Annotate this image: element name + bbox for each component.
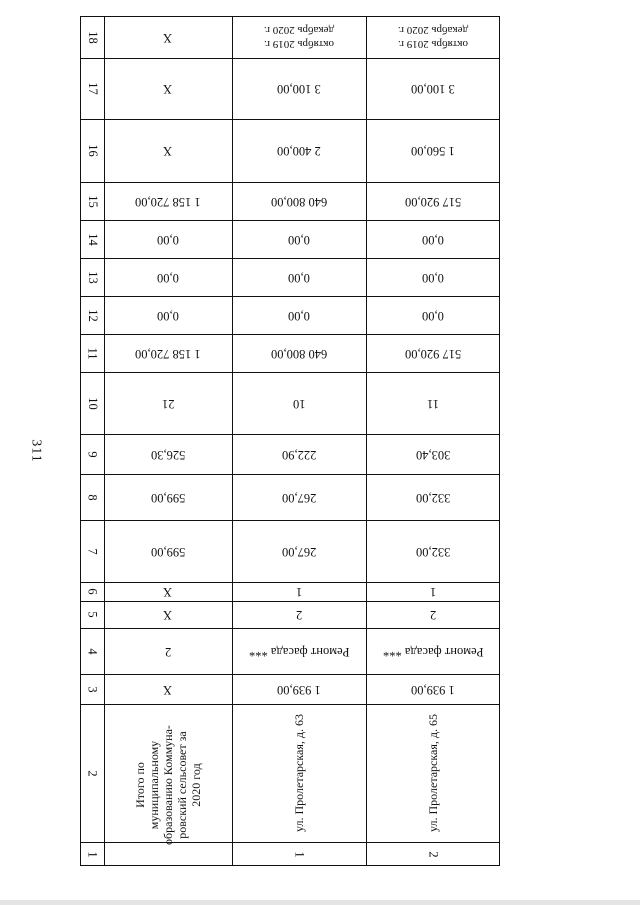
row2-value: 0,00 bbox=[422, 232, 444, 247]
page-number: 311 bbox=[28, 439, 44, 463]
data-table bbox=[80, 16, 500, 866]
row2-value: 2 bbox=[429, 608, 437, 622]
header-number: 16 bbox=[85, 144, 100, 157]
header-number: 8 bbox=[85, 493, 100, 501]
row2-area: 303,40 bbox=[415, 447, 451, 462]
total-value: 0,00 bbox=[157, 308, 179, 323]
total-cost-limit: X bbox=[163, 82, 173, 96]
row1-value: 0,00 bbox=[288, 270, 310, 285]
total-sum: 1 158 720,00 bbox=[135, 194, 201, 209]
row1-sum: 640 800,00 bbox=[270, 194, 328, 209]
header-number: 6 bbox=[85, 588, 100, 595]
header-number: 11 bbox=[85, 346, 100, 360]
row1-area: 267,00 bbox=[281, 544, 317, 559]
row2-address: ул. Пролетарская, д. 65 bbox=[426, 714, 440, 832]
header-number: 4 bbox=[85, 647, 100, 655]
total-value: X bbox=[163, 585, 173, 599]
row1-value: 2 bbox=[295, 608, 303, 622]
total-value: 0,00 bbox=[157, 232, 179, 247]
row2-deadline: октябрь 2019 г. декабрь 2020 г. bbox=[397, 24, 469, 50]
row1-residents: 10 bbox=[292, 396, 306, 411]
row1-year: 1 939,00 bbox=[277, 682, 321, 697]
row2-area: 332,00 bbox=[415, 544, 451, 559]
row1-value: 640 800,00 bbox=[270, 346, 328, 361]
total-area: 526,30 bbox=[150, 447, 186, 462]
row1-value: 0,00 bbox=[288, 232, 310, 247]
row1-cost-limit: 3 100,00 bbox=[277, 82, 321, 96]
total-label: Итого по муниципальному образованию Коммуна-ровский сельсовет за 2020 год bbox=[133, 725, 203, 845]
row1-area: 267,00 bbox=[281, 490, 317, 505]
row2-unit-cost: 1 560,00 bbox=[411, 144, 455, 158]
total-value: 0,00 bbox=[157, 270, 179, 285]
row1-deadline: октябрь 2019 г. декабрь 2020 г. bbox=[263, 24, 335, 50]
total-area: 599,00 bbox=[150, 544, 186, 559]
total-value: 1 158 720,00 bbox=[135, 346, 201, 361]
header-number: 7 bbox=[85, 547, 100, 555]
header-number: 14 bbox=[85, 232, 100, 246]
header-number: 13 bbox=[85, 270, 100, 284]
row1-area: 222,90 bbox=[281, 447, 317, 462]
row2-year: 1 939,00 bbox=[411, 682, 455, 697]
header-number: 10 bbox=[85, 396, 100, 410]
header-number: 2 bbox=[85, 769, 100, 777]
scan-edge bbox=[0, 900, 640, 905]
total-unit-cost: X bbox=[163, 144, 173, 158]
header-number: 1 bbox=[85, 850, 100, 858]
row2-value: 0,00 bbox=[422, 270, 444, 285]
total-area: 599,00 bbox=[150, 490, 186, 505]
row2-value: 1 bbox=[429, 585, 437, 599]
row1-value: 1 bbox=[295, 585, 303, 599]
row2-value: 0,00 bbox=[422, 308, 444, 323]
row2-cost-limit: 3 100,00 bbox=[411, 82, 455, 96]
total-residents: 21 bbox=[161, 396, 175, 411]
row1-address: ул. Пролетарская, д. 63 bbox=[292, 714, 306, 832]
row1-value: 0,00 bbox=[288, 308, 310, 323]
row1-number: 1 bbox=[292, 850, 307, 858]
header-number: 18 bbox=[85, 30, 100, 44]
row1-work-type: Ремонт фасада *** bbox=[248, 644, 350, 659]
total-value: X bbox=[163, 682, 173, 697]
row2-residents: 11 bbox=[426, 396, 440, 411]
row2-area: 332,00 bbox=[415, 490, 451, 505]
header-number: 15 bbox=[85, 194, 100, 208]
row1-unit-cost: 2 400,00 bbox=[277, 144, 321, 158]
row2-work-type: Ремонт фасада *** bbox=[382, 644, 484, 659]
total-value: X bbox=[163, 608, 173, 622]
row2-number: 2 bbox=[426, 850, 441, 858]
header-number: 12 bbox=[85, 308, 100, 322]
total-deadline: X bbox=[163, 30, 173, 45]
total-count: 2 bbox=[164, 644, 172, 659]
row2-value: 517 920,00 bbox=[404, 346, 462, 361]
header-number: 5 bbox=[85, 611, 100, 618]
header-number: 17 bbox=[85, 82, 100, 95]
row2-sum: 517 920,00 bbox=[404, 194, 462, 209]
header-number: 9 bbox=[85, 450, 100, 458]
header-number: 3 bbox=[85, 685, 100, 693]
